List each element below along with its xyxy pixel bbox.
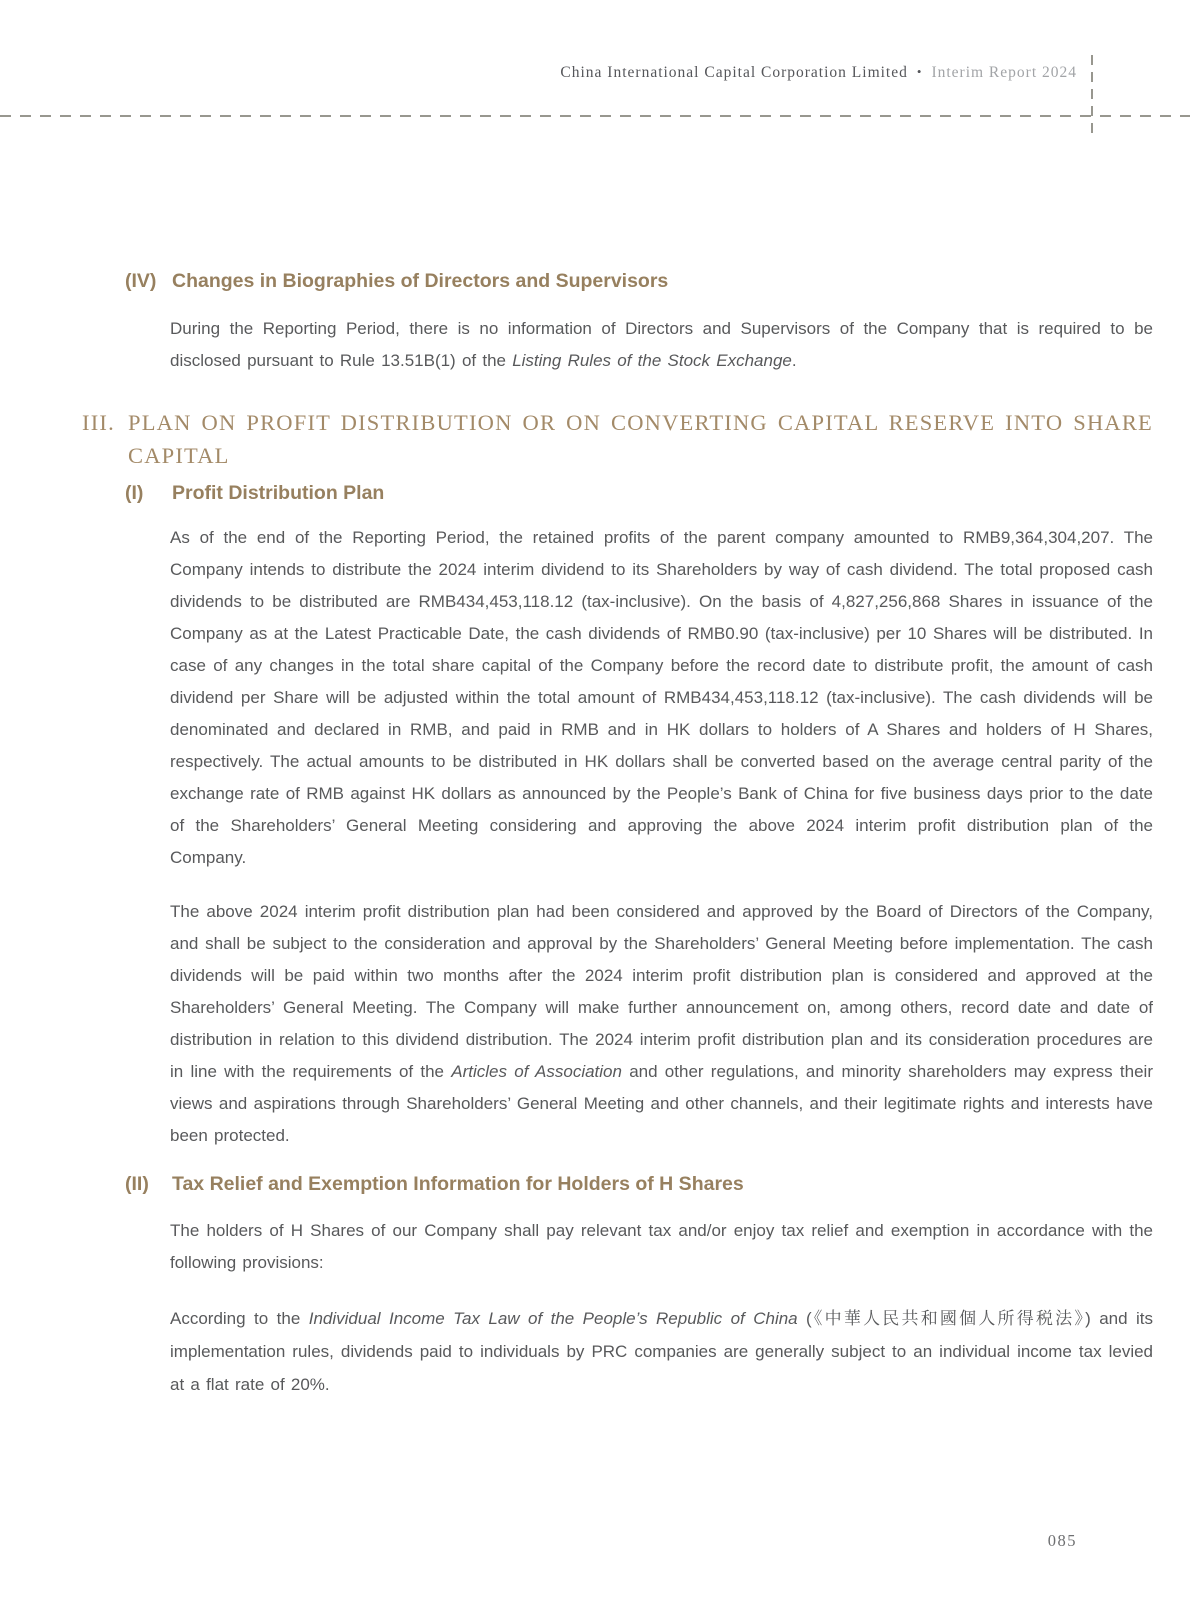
section-label: III. [82,410,115,435]
horizontal-dashed-rule [0,115,1190,117]
bullet-separator: • [916,64,923,79]
subsection-heading-profit-distribution-plan [125,480,1153,507]
paragraph-tax-relief-2: According to the Individual Income Tax Law of the People’s Republic of China (《中華人民共和國個人所得税法》) and its implementation rules, dividends paid to individuals by PRC companies are generally subject to an individual income tax levied at a flat rate of 20%. [170,1309,1153,1394]
section-title: PLAN ON PROFIT DISTRIBUTION OR ON CONVERTING CAPITAL RESERVE INTO SHARE CAPITAL [128,410,1153,468]
section-heading-plan-on-profit-distribution [82,406,1153,472]
page-number: 085 [1047,1531,1077,1550]
vertical-dashed-rule [1091,55,1093,137]
paragraph-profit-distribution-1: As of the end of the Reporting Period, the retained profits of the parent company amounted to RMB9,364,304,207. The Company intends to distribute the 2024 interim dividend to its Shareholders by way of cash dividend. The total proposed cash dividends to be distributed are RMB434,453,118.12 (tax-inclusive). On the basis of 4,827,256,868 Shares in issuance of the Company as at the Latest Practicable Date, the cash dividends of RMB0.90 (tax-inclusive) per 10 Shares will be distributed. In case of any changes in the total share capital of the Company before the record date to distribute profit, the amount of cash dividend per Share will be adjusted within the total amount of RMB434,453,118.12 (tax-inclusive). The cash dividends will be denominated and declared in RMB, and paid in RMB and in HK dollars to holders of A Shares and holders of H Shares, respectively. The actual amounts to be distributed in HK dollars shall be converted based on the average central parity of the exchange rate of RMB against HK dollars as announced by the People’s Bank of China for five business days prior to the date of the Shareholders’ General Meeting considering and approving the above 2024 interim profit distribution plan of the Company. [170,528,1153,867]
subsection-label: (II) [125,1173,149,1195]
paragraph-profit-distribution-2: The above 2024 interim profit distribution plan had been considered and approved by the Board of Directors of the Company, and shall be subject to the consideration and approval by the Shareholders’ General Meeting before implementation. The cash dividends will be paid within two months after the 2024 interim profit distribution plan is considered and approved at the Shareholders’ General Meeting. The Company will make further announcement on, among others, record date and date of distribution in relation to this dividend distribution. The 2024 interim profit distribution plan and its consideration procedures are in line with the requirements of the Articles of Association and other regulations, and minority shareholders may express their views and aspirations through Shareholders’ General Meeting and other channels, and their legitimate rights and interests have been protected. [170,902,1153,1145]
paragraph-tax-relief-1: The holders of H Shares of our Company shall pay relevant tax and/or enjoy tax relief and exemption in accordance with the following provisions: [170,1221,1153,1272]
company-name: China International Capital Corporation Limited [560,64,908,81]
subsection-label: (I) [125,482,144,504]
section-title: Changes in Biographies of Directors and Supervisors [172,270,669,292]
section-heading-changes-in-biographies [125,268,1153,295]
subsection-title: Profit Distribution Plan [172,482,385,504]
page-header [560,64,1077,82]
paragraph-changes-in-biographies: During the Reporting Period, there is no information of Directors and Supervisors of the Company that is required to be disclosed pursuant to Rule 13.51B(1) of the Listing Rules of the Stock Exchange. [170,319,1153,370]
subsection-title: Tax Relief and Exemption Information for Holders of H Shares [172,1173,744,1195]
subsection-heading-tax-relief [125,1171,1153,1198]
section-label: (IV) [125,270,157,292]
page-content [82,268,1153,1401]
report-title: Interim Report 2024 [931,64,1077,81]
